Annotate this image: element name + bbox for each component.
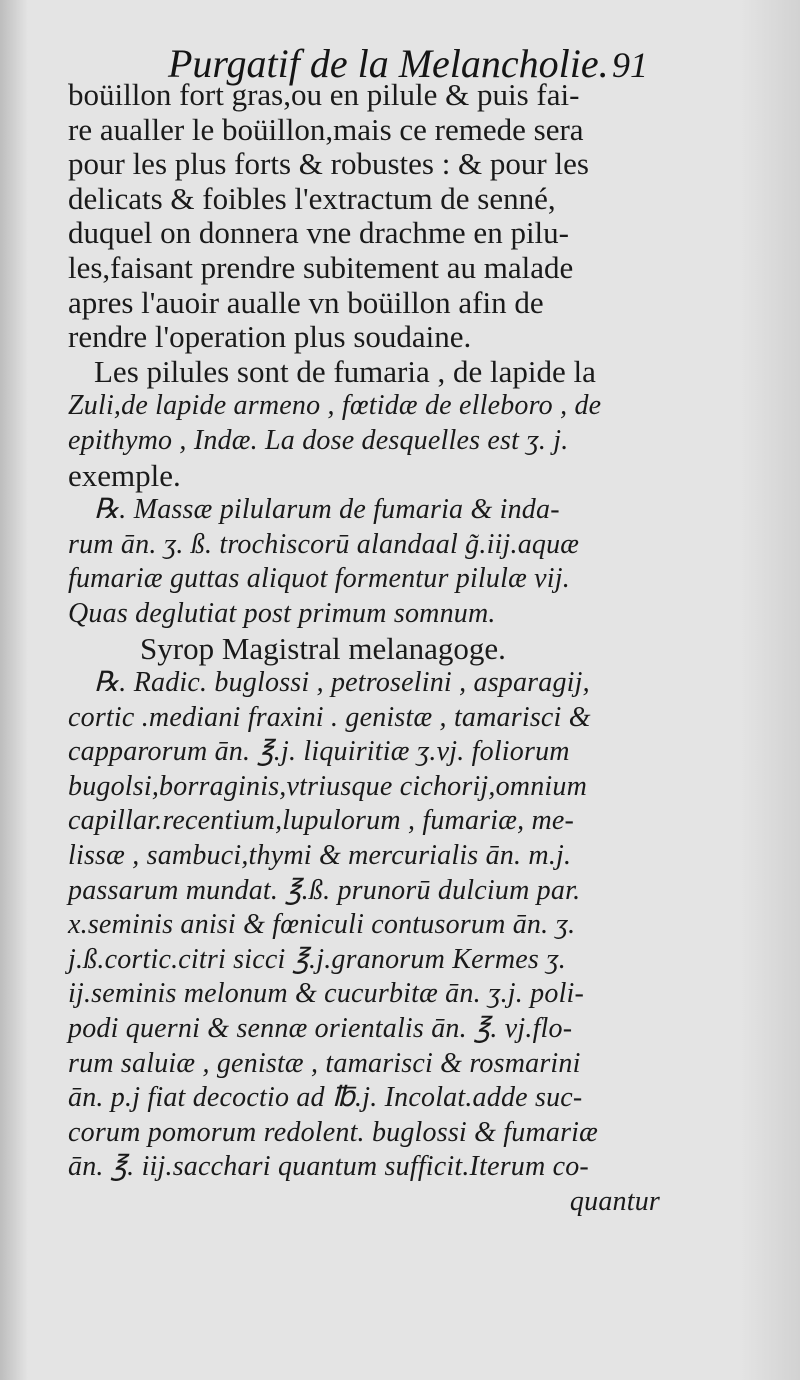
- recipe-line: fumariæ guttas aliquot formentur pilulæ vij.: [68, 563, 570, 595]
- text-line: les,faisant prendre subitement au malade: [68, 249, 574, 285]
- recipe-line: lissæ , sambuci,thymi & mercurialis ān. m.j.: [68, 840, 572, 872]
- recipe-line: cortic .mediani fraxini . genistæ , tamarisci &: [68, 701, 591, 733]
- text-line: re aualler le boüillon,mais ce remede sera: [68, 111, 584, 147]
- recipe-line: rum ān. ʒ. ß. trochiscorū alandaal g̃.iij.aquæ: [68, 528, 580, 560]
- recipe-line: passarum mundat. ℥.ß. prunorū dulcium par.: [68, 874, 581, 906]
- text-line: pour les plus forts & robustes : & pour les: [68, 146, 589, 182]
- text-line: epithymo , Indæ. La dose desquelles est ʒ. j.: [68, 424, 569, 456]
- page-text: [68, 78, 660, 1220]
- recipe-line: ān. p.j fiat decoctio ad ℔.j. Incolat.adde suc-: [68, 1082, 583, 1114]
- recipe-line: capparorum ān. ℥.j. liquiritiæ ʒ.vj. foliorum: [68, 736, 570, 768]
- recipe-line: ij.seminis melonum & cucurbitæ ān. ʒ.j. poli-: [68, 978, 585, 1010]
- recipe-line: rum saluiæ , genistæ , tamarisci & rosmarini: [68, 1047, 581, 1079]
- recipe-line: j.ß.cortic.citri sicci ℥.j.granorum Kermes ʒ.: [68, 943, 567, 975]
- recipe-line: ān. ℥. iij.sacchari quantum sufficit.Iterum co-: [68, 1151, 589, 1183]
- text-line: rendre l'operation plus soudaine.: [68, 319, 472, 355]
- text-line: Les pilules sont de fumaria , de lapide la: [94, 353, 596, 389]
- recipe-line: corum pomorum redolent. buglossi & fumariæ: [68, 1116, 599, 1148]
- recipe-line: capillar.recentium,lupulorum , fumariæ, me-: [68, 805, 575, 837]
- running-head: Purgatif de la Melancholie.: [168, 41, 609, 86]
- recipe-line: Quas deglutiat post primum somnum.: [68, 597, 496, 629]
- recipe-line: ℞. Massæ pilularum de fumaria & inda-: [94, 494, 560, 526]
- page-edge-shade: [740, 0, 800, 1380]
- text-line: Zuli,de lapide armeno , fœtidæ de elleboro , de: [68, 390, 602, 422]
- text-line: duquel on donnera vne drachme en pilu-: [68, 215, 569, 251]
- recipe-line: podi querni & sennæ orientalis ān. ℥. vj.flo-: [68, 1013, 573, 1045]
- catchword: quantur: [569, 1186, 660, 1217]
- recipe-line: bugolsi,borraginis,vtriusque cichorij,omnium: [68, 770, 588, 802]
- text-line: apres l'auoir aualle vn boüillon afin de: [68, 284, 544, 320]
- section-heading: Syrop Magistral melanagoge.: [140, 630, 506, 666]
- text-line: exemple.: [68, 457, 181, 493]
- text-line: delicats & foibles l'extractum de senné,: [68, 180, 556, 216]
- recipe-line: x.seminis anisi & fœniculi contusorum ān. ʒ.: [68, 909, 576, 941]
- page-number: 91: [612, 45, 648, 85]
- page-gutter-shadow: [0, 0, 28, 1380]
- recipe-line: ℞. Radic. buglossi , petroselini , asparagij,: [94, 667, 590, 699]
- text-line: boüillon fort gras,ou en pilule & puis fai-: [68, 77, 580, 112]
